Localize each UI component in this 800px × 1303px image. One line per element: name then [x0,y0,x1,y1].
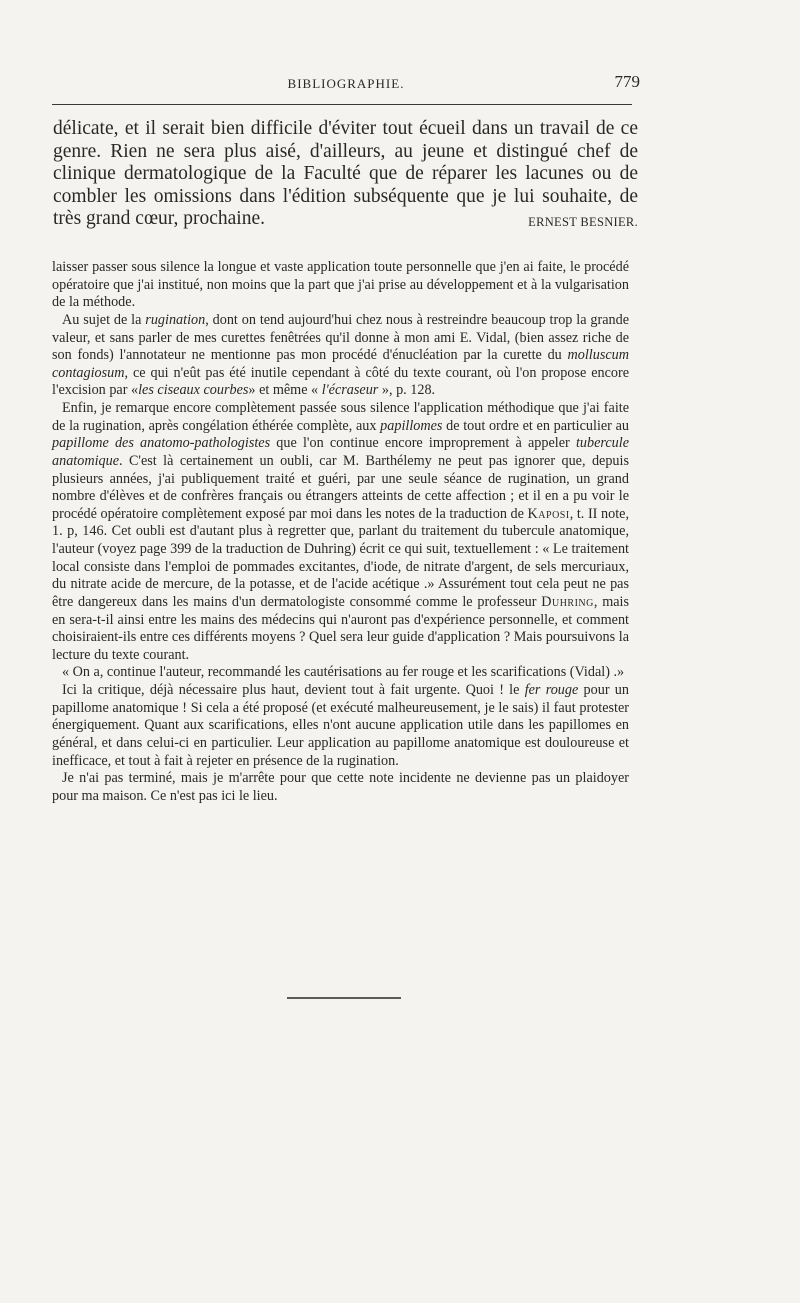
author-signature: ERNEST BESNIER. [528,215,638,230]
footnote-block [52,259,629,805]
header-rule [52,104,632,105]
footnote-paragraph-4: « On a, continue l'auteur, recommandé les cautérisations au fer rouge et les scarifications (Vidal) .» [62,664,625,681]
running-head [52,74,640,96]
page-number: 779 [614,72,640,91]
footnote-paragraph-6: Je n'ai pas terminé, mais je m'arrête pour que cette note incidente ne devienne pas un plaidoyer pour ma maison. Ce n'est pas ici le lieu. [52,770,629,804]
footnote-paragraph-1: laisser passer sous silence la longue et vaste application toute personnelle que j'en ai faite, le procédé opératoire que j'ai institué, non moins que la part que j'ai prise au développement et à la vulgarisation de la méthode. [52,259,629,311]
footnote-paragraph-3: Enfin, je remarque encore complètement passée sous silence l'application méthodique que j'ai faite de la rugination, après congélation éthérée complète, aux papillomes de tout ordre et en particulier au papillome des anatomo-pathologistes que l'on continue encore improprement à appeler tubercule anatomique. C'est là certainement un oubli, car M. Barthélemy ne peut pas ignorer que, depuis plusieurs années, j'ai publiquement traité et guéri, par une seule séance de rugination, un grand nombre d'élèves et de confrères français ou étrangers atteints de cette affection ; et il en a pu voir le procédé opératoire complètement exposé par moi dans les notes de la traduction de Kaposi, t. II note, 1. p, 146. Cet oubli est d'autant plus à regretter que, parlant du traitement du tubercule anatomique, l'auteur (voyez page 399 de la traduction de Duhring) écrit ce qui suit, textuellement : « Le traitement local consiste dans l'emploi de pommades excitantes, d'iode, de nitrate d'argent, de sels mercuriaux, du nitrate acide de mercure, de la potasse, et de l'acide acétique .» Assurément tout cela peut ne pas être dangereux dans les mains d'un dermatologiste consommé comme le professeur Duhring, mais en sera-t-il ainsi entre les mains des médecins qui n'auront pas d'expérience personnelle, et comment choisiraient-ils entre ces différents moyens ? Quel sera leur guide d'application ? Mais poursuivons la lecture du texte courant. [52,400,629,663]
footnote-paragraph-2: Au sujet de la rugination, dont on tend aujourd'hui chez nous à restreindre beaucoup trop la grande valeur, et sans parler de mes curettes fenêtrées qu'il donne à mon ami E. Vidal, (bien assez riche de son fonds) l'annotateur ne mentionne pas mon procédé d'énucléation par la curette du molluscum contagiosum, ce qui n'eût pas été inutile cependant à côté du texte courant, où l'on propose encore l'excision par «les ciseaux courbes» et même « l'écraseur », p. 128. [52,311,630,399]
review-conclusion-text: délicate, et il serait bien difficile d'éviter tout écueil dans un travail de ce genre. Rien ne sera plus aisé, d'ailleurs, au jeune et distingué chef de clinique dermatologique de la Faculté que de réparer les lacunes ou de combler les omissions dans l'édition subséquente que je lui souhaite, de très grand cœur, prochaine. [53,118,638,230]
footnote-paragraph-5: Ici la critique, déjà nécessaire plus haut, devient tout à fait urgente. Quoi ! le fer rouge pour un papillome anatomique ! Si cela a été proposé (et exécuté malheureusement, je le sais) il faut protester énergiquement. Quant aux scarifications, elles n'ont aucune application utile dans les papillomes en général, et dans celui-ci en particulier. Leur application au papillome anatomique est douloureuse et inefficace, et tout à fait à rejeter en présence de la rugination. [52,682,629,769]
running-title: BIBLIOGRAPHIE. [287,76,405,91]
end-ornament-line [285,995,403,1001]
review-conclusion [53,118,638,234]
